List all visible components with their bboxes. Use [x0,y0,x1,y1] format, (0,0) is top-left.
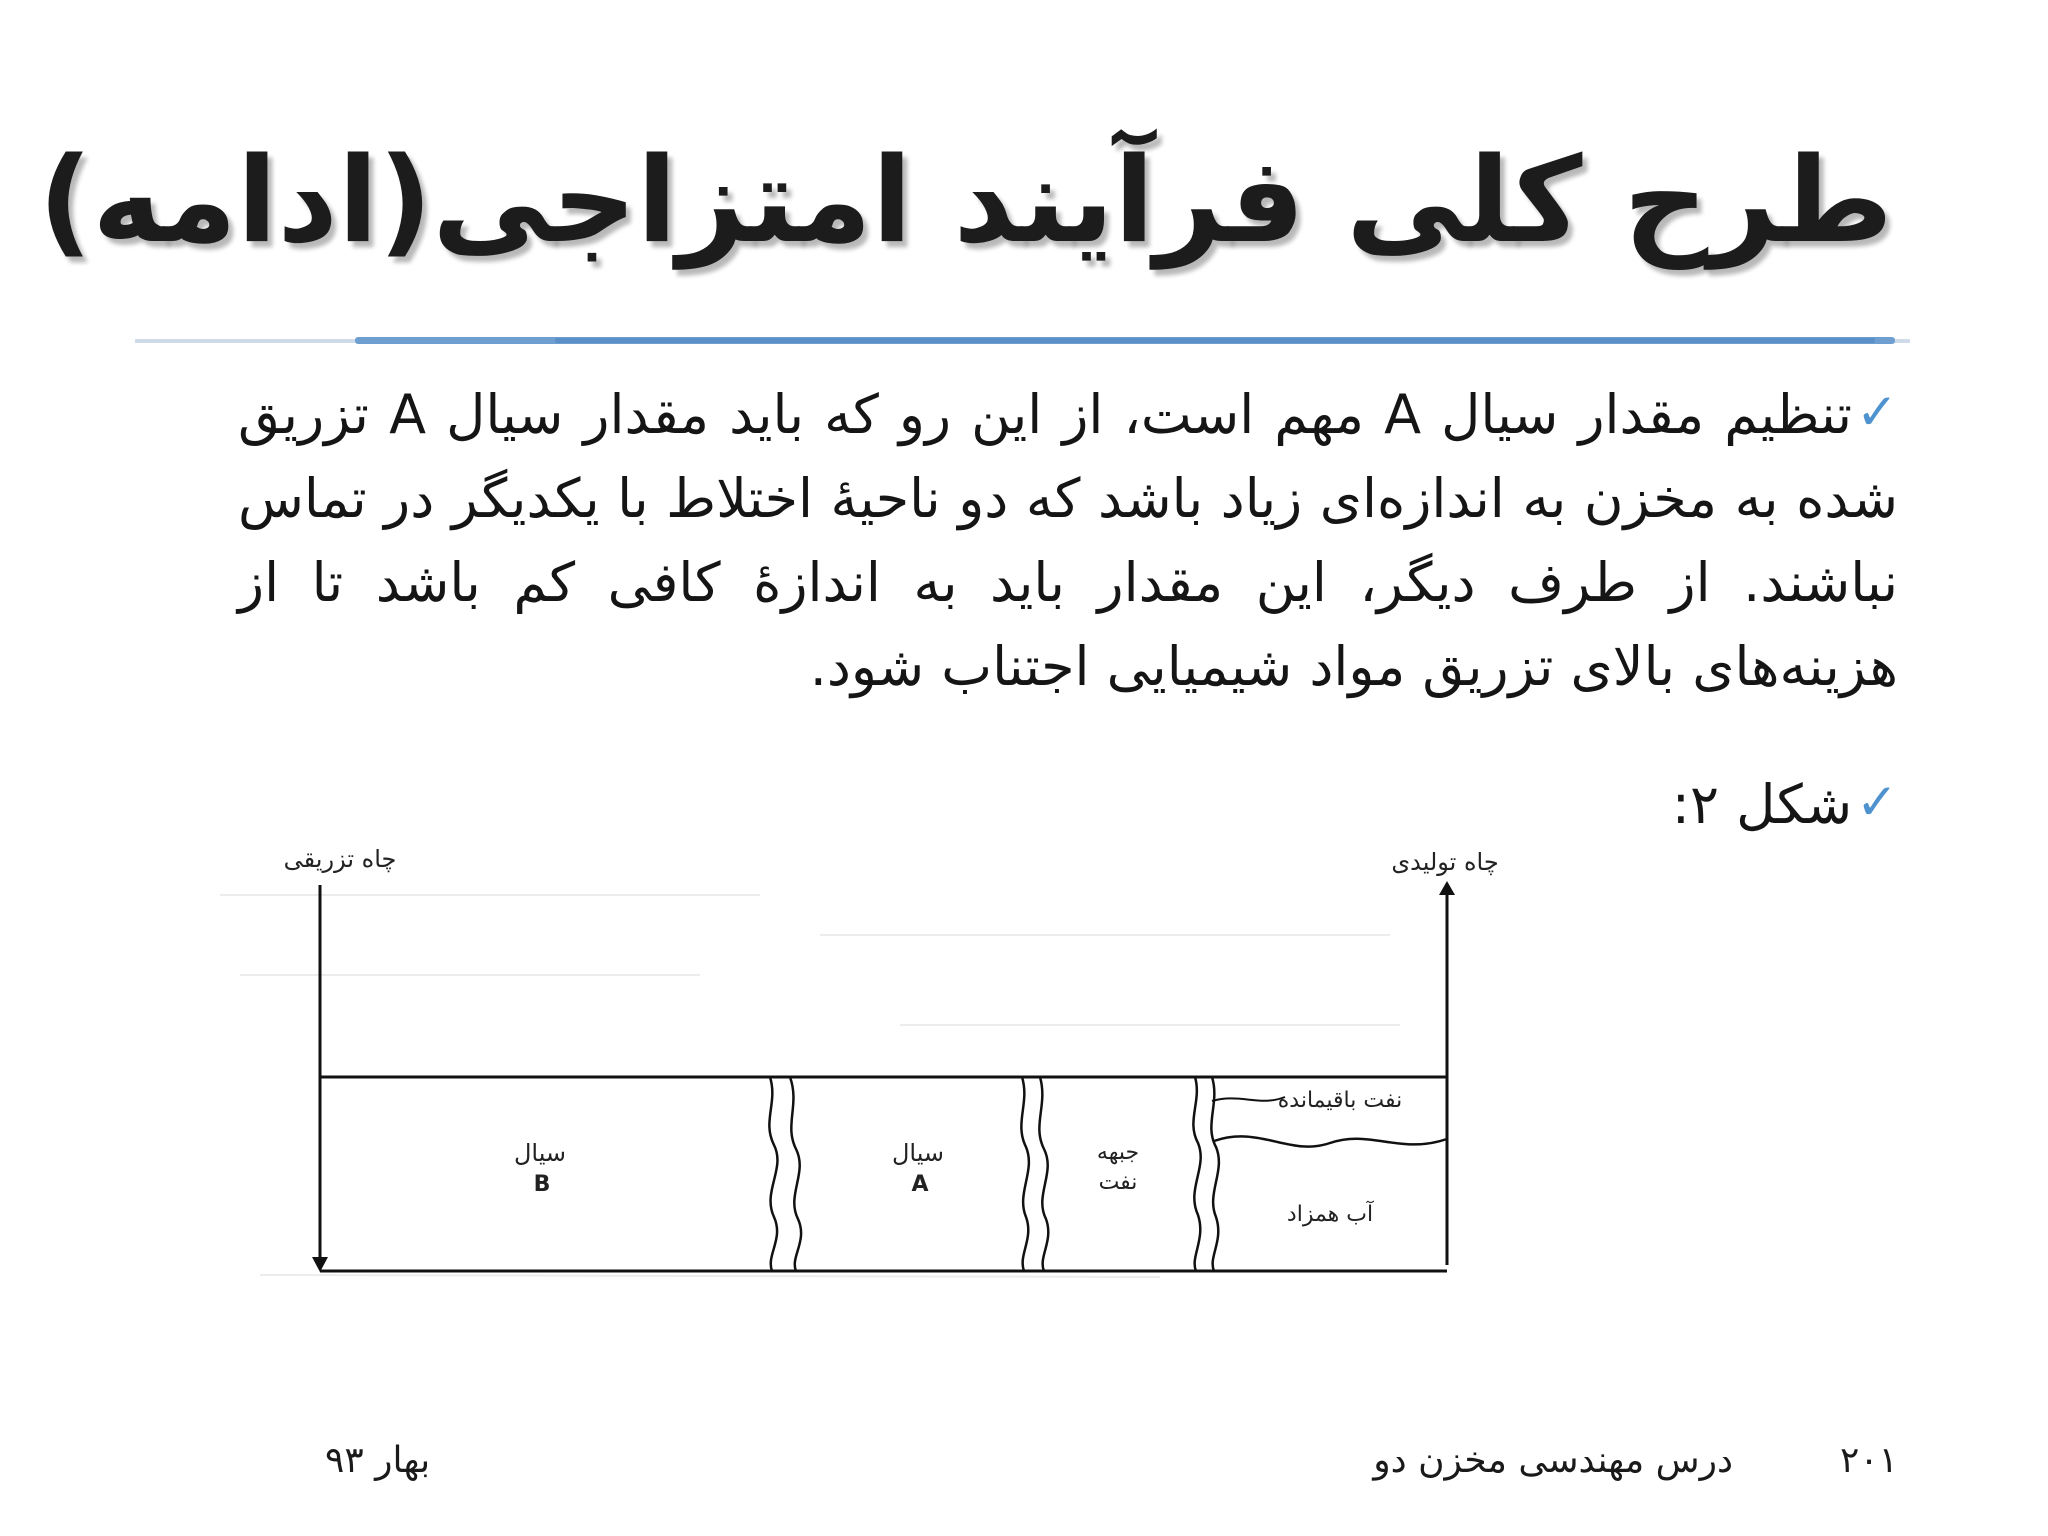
footer-page-number: ۲۰۱ [1839,1440,1898,1481]
bullet-text: شکل ۲: [1671,773,1853,836]
bullet-item [238,370,1898,709]
slide-title: طرح کلی فرآیند امتزاجی(ادامه) [38,131,1893,269]
injection-well-label: چاه تزریقی [283,845,397,873]
footer-course-name: درس مهندسی مخزن دو [1373,1440,1733,1481]
fluid-a-letter: A [911,1172,929,1197]
diagram-svg [200,825,1620,1305]
checkmark-icon: ✓ [1856,773,1898,831]
fluid-a-label: سیال [891,1139,945,1167]
checkmark-icon: ✓ [1856,383,1898,441]
connate-water-label: آب همزاد [1286,1202,1374,1227]
production-well-label: چاه تولیدی [1391,848,1499,876]
fluid-b-label: سیال [513,1139,567,1167]
footer-term: بهار ۹۳ [325,1440,431,1481]
bullet-text: تنظیم مقدار سیال A مهم است، از این رو که باید مقدار سیال A تزریق شده به مخزن به اندازه‌ای زیاد باشد که دو ناحیۀ اختلاط با یکدیگر در تماس نباشند. از طرف دیگر، این مقدار باید به اندازۀ کافی کم باشد تا از هزینه‌های بالای تزریق مواد شیمیایی اجتناب شود. [238,383,1898,698]
oil-bank-label-line1: جبهه [1096,1140,1140,1165]
reservoir-diagram [200,825,1620,1305]
residual-oil-label: نفت باقیمانده [1277,1088,1403,1113]
title-divider [135,336,1910,346]
oil-bank-label-line2: نفت [1098,1170,1138,1195]
fluid-b-letter: B [533,1172,551,1197]
